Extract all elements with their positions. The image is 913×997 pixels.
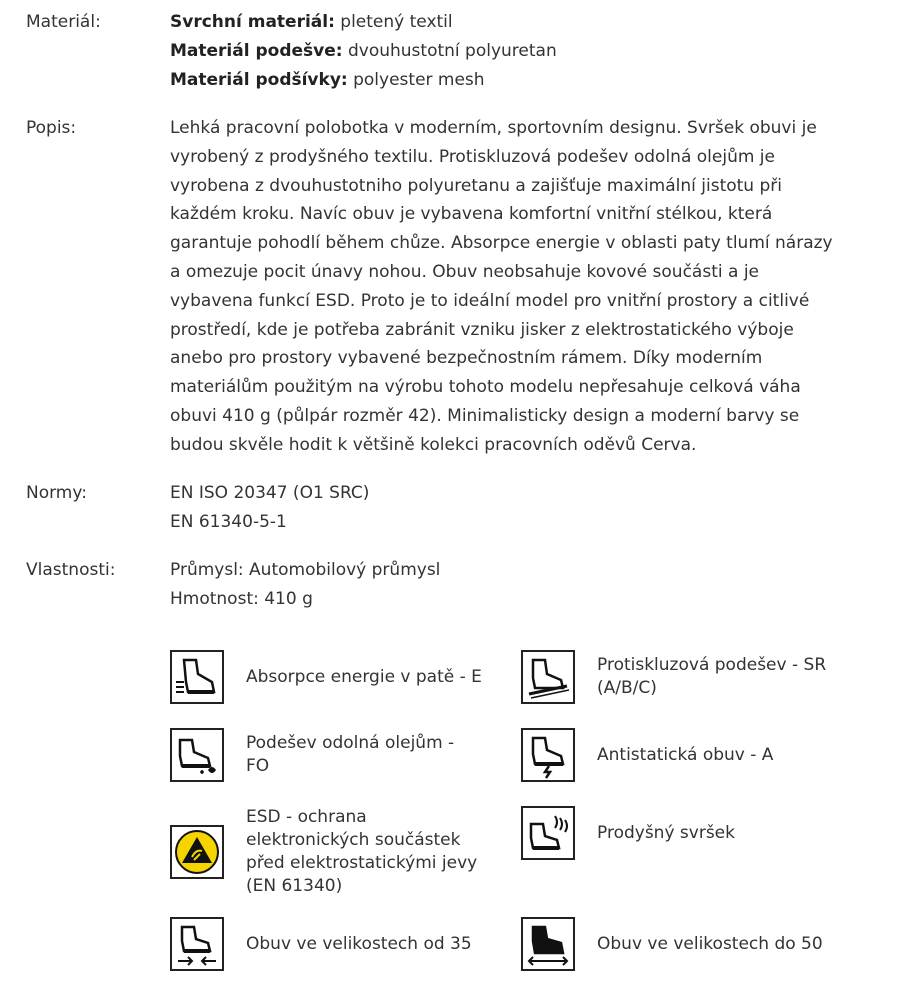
feature-line: ESD - ochrana	[246, 807, 367, 827]
feature-line: (EN 61340)	[246, 876, 343, 896]
popis-line: garantuje pohodlí během chůze. Absorpce energie v oblasti paty tlumí nárazy	[170, 233, 833, 254]
feature-line: Protiskluzová podešev - SR	[597, 655, 827, 675]
material-value: polyester mesh	[347, 69, 485, 90]
normy-values	[170, 479, 870, 537]
normy-label: Normy:	[26, 483, 87, 503]
feature-text	[597, 744, 773, 767]
feature-line: (A/B/C)	[597, 678, 657, 698]
feature-line: FO	[246, 756, 270, 776]
popis-line: Lehká pracovní polobotka v moderním, sportovním designu. Svršek obuvi je	[170, 118, 817, 138]
feature-item	[521, 650, 826, 704]
boot-slip-resistant-icon	[521, 650, 575, 704]
feature-line: Obuv ve velikostech do 50	[597, 933, 823, 954]
popis-line: každém kroku. Navíc obuv je vybavena komfortní vnitřní stélkou, která	[170, 204, 773, 225]
material-item	[170, 66, 870, 95]
popis-line: obuvi 410 g (půlpár rozměr 42). Minimalisticky design a moderní barvy se	[170, 405, 800, 426]
feature-item	[521, 728, 773, 782]
popis-line: anebo pro prostory vybavené bezpečnostním rámem. Díky moderním	[170, 348, 763, 369]
feature-line: Absorpce energie v patě - E	[246, 666, 482, 687]
feature-line: Podešev odolná olejům -	[246, 733, 455, 753]
boot-size-to-icon	[521, 917, 575, 971]
property-item: Hmotnost: 410 g	[170, 588, 313, 609]
vlastnosti-label: Vlastnosti:	[26, 560, 116, 580]
popis-line: budou skvěle hodit k většině kolekci pracovních oděvů Cerva.	[170, 434, 697, 455]
feature-item	[170, 806, 477, 898]
feature-item	[170, 728, 454, 782]
popis-line: prostředí, kde je potřeba zabránit vzniku jisker z elektrostatického výboje	[170, 319, 794, 340]
feature-text	[246, 732, 454, 778]
property-item: Průmysl: Automobilový průmysl	[170, 560, 441, 580]
feature-line: Prodyšný svršek	[597, 822, 735, 843]
boot-breathable-icon	[521, 806, 575, 860]
material-value: pletený textil	[334, 12, 453, 32]
feature-line: Antistatická obuv - A	[597, 744, 774, 765]
feature-text	[597, 933, 823, 956]
boot-oil-resistant-icon	[170, 728, 224, 782]
feature-item	[170, 917, 472, 971]
popis-line: vybavena funkcí ESD. Proto je to ideální model pro vnitřní prostory a citlivé	[170, 290, 810, 311]
feature-item	[521, 806, 735, 860]
popis-line: a omezuje pocit únavy nohou. Obuv neobsahuje kovové součásti a je	[170, 261, 759, 282]
material-item	[170, 37, 870, 66]
material-key: Materiál podešve:	[170, 40, 343, 61]
feature-text	[246, 933, 472, 956]
material-label: Materiál:	[26, 12, 101, 32]
feature-text	[246, 666, 482, 689]
feature-line: elektronických součástek	[246, 830, 461, 850]
material-key: Materiál podšívky:	[170, 69, 348, 90]
feature-text	[246, 806, 477, 898]
feature-item	[521, 917, 823, 971]
boot-antistatic-icon	[521, 728, 575, 782]
vlastnosti-values	[170, 556, 870, 614]
norm-item: EN 61340-5-1	[170, 511, 287, 532]
popis-line: vyrobený z prodyšného textilu. Protiskluzová podešev odolná olejům je	[170, 146, 775, 167]
norm-item: EN ISO 20347 (O1 SRC)	[170, 483, 370, 503]
feature-text	[597, 654, 826, 700]
material-key: Svrchní materiál:	[170, 12, 335, 32]
popis-line: materiálům použitým na výrobu tohoto modelu nepřesahuje celková váha	[170, 377, 801, 398]
popis-line: vyrobena z dvouhustotniho polyuretanu a zajišťuje maximální jistotu při	[170, 175, 782, 196]
material-item	[170, 8, 870, 37]
material-values	[170, 8, 870, 94]
popis-label: Popis:	[26, 118, 77, 138]
popis-text	[170, 114, 870, 460]
boot-size-from-icon	[170, 917, 224, 971]
material-value: dvouhustotní polyuretan	[342, 40, 557, 61]
esd-warning-icon	[170, 825, 224, 879]
feature-line: před elektrostatickými jevy	[246, 853, 478, 873]
feature-line: Obuv ve velikostech od 35	[246, 933, 472, 954]
feature-item	[170, 650, 482, 704]
feature-text	[597, 822, 735, 845]
boot-heel-energy-icon	[170, 650, 224, 704]
